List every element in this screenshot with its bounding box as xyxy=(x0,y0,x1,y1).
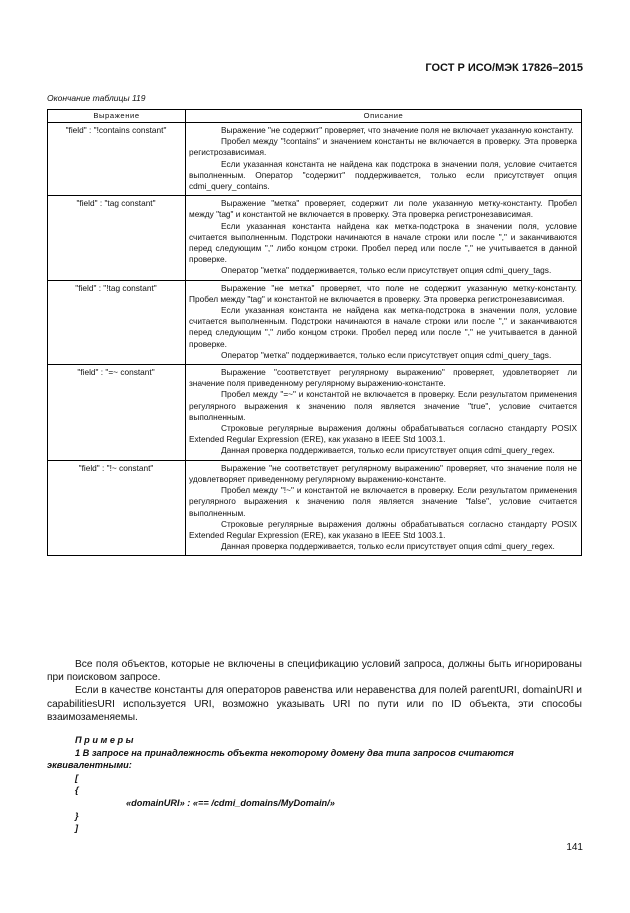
code-line: «domainURI» : «== /cdmi_domains/MyDomain/» xyxy=(126,797,335,808)
description-paragraph: Данная проверка поддерживается, только если присутствует опция cdmi_query_regex. xyxy=(221,445,555,456)
description-cell xyxy=(186,280,582,364)
description-paragraph: Данная проверка поддерживается, только если присутствует опция cdmi_query_regex. xyxy=(221,541,555,552)
description-paragraph: Выражение "метка" проверяет, содержит ли поле указанную метку-константу. Пробел между "tag" и константой не включается в проверку. Эта проверка регистронезависимая. xyxy=(189,198,577,220)
code-line: { xyxy=(75,785,79,796)
description-paragraph: Если указанная константа не найдена как метка-подстрока в значении поля, условие считается выполненным. Подстроки начинаются в начале строки или после "," и заканчиваются перед следующим "," либо концом строки. Пробел перед или после "," не учитывается в данной проверке. xyxy=(189,305,577,349)
examples-heading: П р и м е р ы xyxy=(75,735,134,745)
description-cell xyxy=(186,365,582,461)
description-paragraph: Если указанная константа не найдена как подстрока в значении поля, условие считается выполненным. Оператор "содержит" поддерживается, только если присутствует опция cdmi_query_contains. xyxy=(189,158,577,192)
code-line: [ xyxy=(75,772,79,783)
examples-block xyxy=(47,734,582,835)
description-paragraph: Выражение "соответствует регулярному выражению" проверяет, удовлетворяет ли значение поля приведенному регулярному выражению-константе. xyxy=(189,367,577,389)
expression-cell: "field" : "!~ constant" xyxy=(48,460,186,556)
expressions-table xyxy=(47,109,582,556)
description-paragraph: Выражение "не метка" проверяет, что поле не содержит указанную метку-константу. Пробел между "tag" и константой не включается в проверку. Эта проверка регистронезависимая. xyxy=(189,282,577,304)
expression-cell: "field" : "tag constant" xyxy=(48,196,186,280)
description-paragraph: Выражение "не соответствует регулярному выражению" проверяет, что значение поля не удовлетворяет приведенному регулярному выражению-константе. xyxy=(189,462,577,484)
example-item-text: 1 В запросе на принадлежность объекта некоторому домену два типа запросов считаются эквивалентными: xyxy=(47,747,514,771)
column-header-description: Описание xyxy=(186,110,582,123)
description-paragraph: Выражение "не содержит" проверяет, что значение поля не включает указанную константу. xyxy=(221,125,574,135)
expression-cell: "field" : "!tag constant" xyxy=(48,280,186,364)
code-line: } xyxy=(75,810,79,821)
description-paragraph: Оператор "метка" поддерживается, только если присутствует опция cdmi_query_tags. xyxy=(221,265,552,276)
description-paragraph: Оператор "метка" поддерживается, только если присутствует опция cdmi_query_tags. xyxy=(221,349,552,360)
description-cell xyxy=(186,460,582,556)
expression-cell: "field" : "!contains constant" xyxy=(48,123,186,196)
code-line: ] xyxy=(75,823,79,834)
description-paragraph: Пробел между "!~" и константой не включается в проверку. Если результатом применения регулярного выражения к значению поля является значение "false", условие считается выполненным. xyxy=(189,485,577,518)
description-cell xyxy=(186,123,582,196)
table-row xyxy=(48,123,582,196)
table-row xyxy=(48,280,582,364)
table-caption: Окончание таблицы 119 xyxy=(47,93,146,103)
description-paragraph: Пробел между "!contains" и значением константы не включается в проверку. Эта проверка регистрозависимая. xyxy=(189,136,577,158)
description-paragraph: Если указанная константа найдена как метка-подстрока в значении поля, условие считается выполненным. Подстроки начинаются в начале строки или после "," и заканчиваются перед следующим "," либо концом строки. Пробел перед или после "," не учитывается в данной проверке. xyxy=(189,220,577,265)
table-row xyxy=(48,365,582,461)
document-header: ГОСТ Р ИСО/МЭК 17826–2015 xyxy=(425,62,583,74)
description-paragraph: Строковые регулярные выражения должны обрабатываться согласно стандарту POSIX Extended Regular Expression (ERE), как указано в IEEE Std 1003.1. xyxy=(189,423,577,445)
page-number: 141 xyxy=(566,842,583,853)
description-paragraph: Строковые регулярные выражения должны обрабатываться согласно стандарту POSIX Extended Regular Expression (ERE), как указано в IEEE Std 1003.1. xyxy=(189,518,577,540)
table-row xyxy=(48,196,582,280)
expression-cell: "field" : "=~ constant" xyxy=(48,365,186,461)
table-row xyxy=(48,460,582,556)
column-header-expression: Выражение xyxy=(48,110,186,123)
body-paragraph: Все поля объектов, которые не включены в спецификацию условий запроса, должны быть игнорированы при поисковом запросе. xyxy=(47,659,582,684)
description-cell xyxy=(186,196,582,280)
body-paragraph: Если в качестве константы для операторов равенства или неравенства для полей parentURI, domainURI и capabilitiesURI используется URI, возможно указывать URI по пути или по ID объекта, эти способы взаимозаменяемы. xyxy=(47,685,582,723)
body-text xyxy=(47,658,582,724)
description-paragraph: Пробел между "=~" и константой не включается в проверку. Если результатом применения регулярного выражения к значению поля является значение "true", условие считается выполненным. xyxy=(189,389,577,422)
